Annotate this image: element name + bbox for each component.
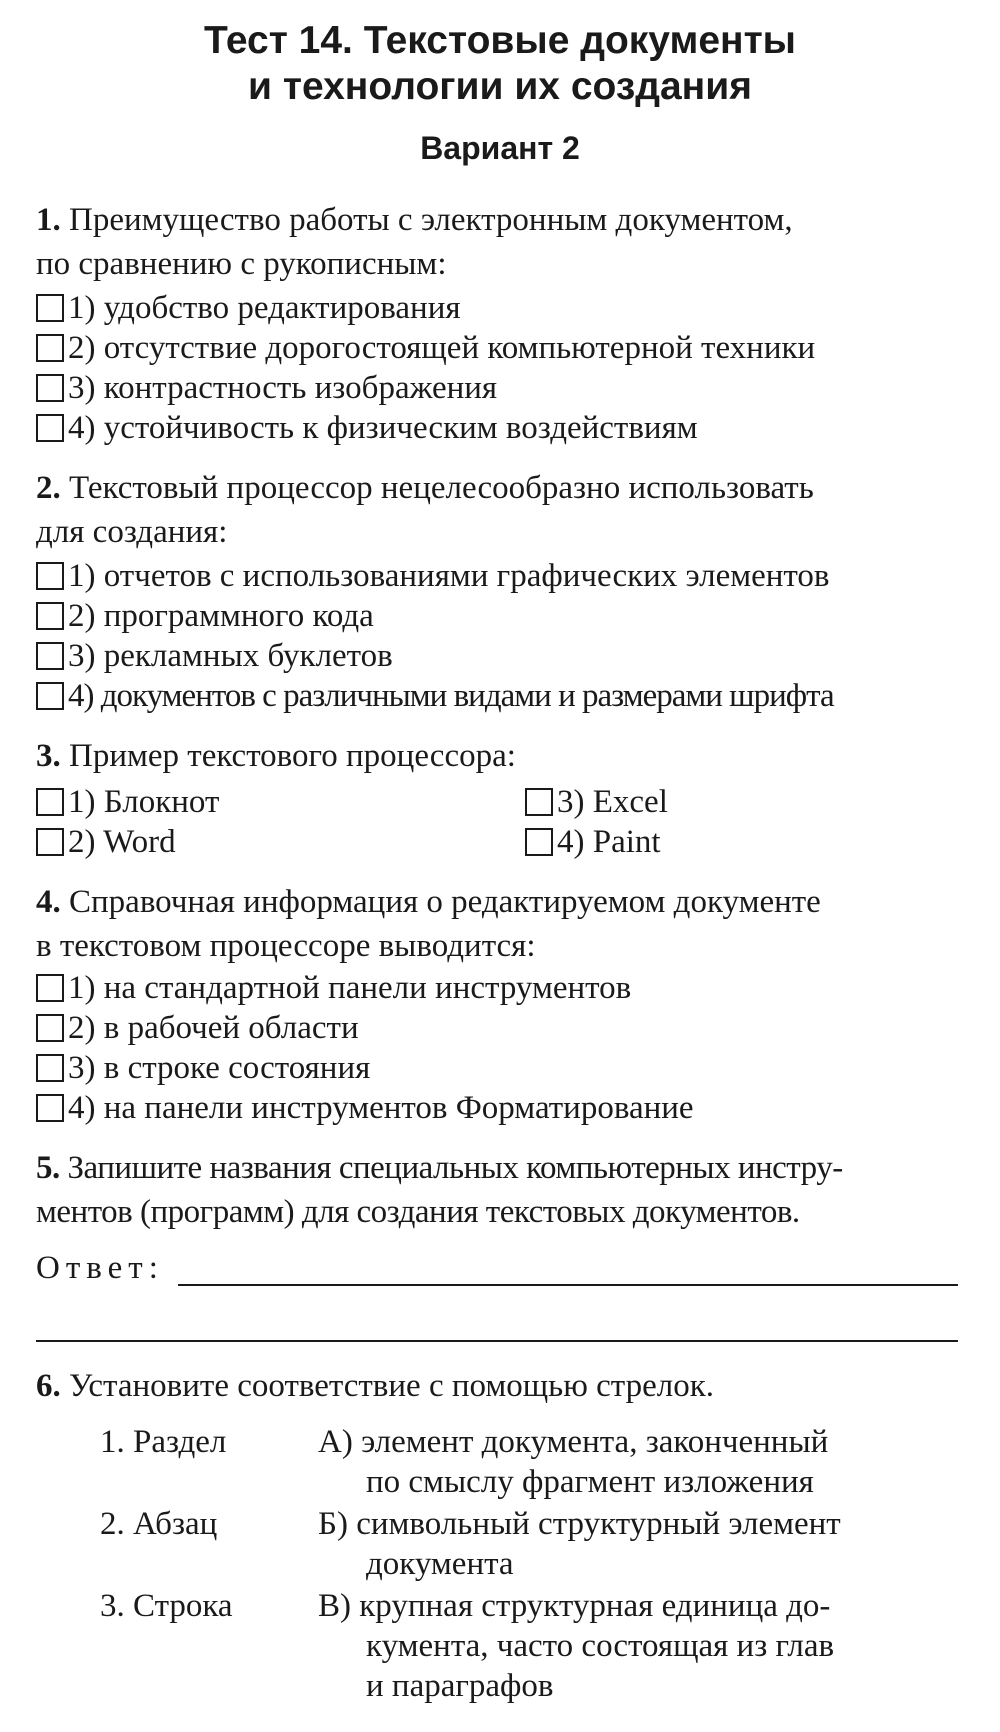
q2-option-1[interactable]: 1) отчетов с использованиями графических элементов [36, 556, 829, 596]
match-right-item-a[interactable]: А) элемент документа, законченный по смыслу фрагмент изложения [318, 1424, 829, 1500]
question-text: Запишите названия специальных компьютерных инстру- [67, 1150, 843, 1186]
answer-label: Ответ: [36, 1250, 164, 1286]
q3-option-2[interactable]: 2) Word [36, 822, 176, 862]
checkbox[interactable] [36, 1054, 64, 1082]
checkbox[interactable] [36, 828, 64, 856]
checkbox[interactable] [36, 1014, 64, 1042]
question-number: 1. [36, 202, 61, 238]
checkbox[interactable] [36, 334, 64, 362]
question-text: Установите соответствие с помощью стрелок. [69, 1368, 714, 1404]
checkbox[interactable] [525, 788, 553, 816]
variant-label: Вариант 2 [420, 130, 580, 166]
q4-option-2[interactable]: 2) в рабочей области [36, 1008, 359, 1048]
q1-option-3[interactable]: 3) контрастность изображения [36, 368, 497, 408]
question-text: Справочная информация о редактируемом документе [69, 884, 821, 920]
match-right-item-b[interactable]: Б) символьный структурный элемент документа [318, 1506, 841, 1582]
q2-option-3[interactable]: 3) рекламных буклетов [36, 636, 393, 676]
checkbox[interactable] [36, 294, 64, 322]
checkbox[interactable] [36, 1094, 64, 1122]
checkbox[interactable] [36, 414, 64, 442]
question-4 [36, 880, 956, 968]
question-2 [36, 466, 956, 554]
checkbox[interactable] [36, 602, 64, 630]
q1-option-1[interactable]: 1) удобство редактирования [36, 288, 461, 328]
answer-line[interactable] [36, 1340, 958, 1342]
checkbox[interactable] [36, 374, 64, 402]
q4-option-3[interactable]: 3) в строке состояния [36, 1048, 370, 1088]
question-5 [36, 1146, 956, 1234]
q1-option-4[interactable]: 4) устойчивость к физическим воздействиям [36, 408, 698, 448]
question-text: Текстовый процессор нецелесообразно использовать [69, 470, 814, 506]
question-6 [36, 1364, 956, 1408]
checkbox[interactable] [525, 828, 553, 856]
question-text: Пример текстового процессора: [69, 738, 516, 774]
question-number: 5. [36, 1150, 60, 1186]
checkbox[interactable] [36, 562, 64, 590]
q3-option-4[interactable]: 4) Paint [525, 822, 661, 862]
question-text: Преимущество работы с электронным документом, [69, 202, 793, 238]
question-text: ментов (программ) для создания текстовых документов. [36, 1194, 800, 1230]
question-1 [36, 198, 956, 286]
match-left-item[interactable]: 1. Раздел [100, 1424, 227, 1460]
match-right-item-c[interactable]: В) крупная структурная единица до- кумента, часто состоящая из глав и параграфов [318, 1588, 835, 1704]
q3-option-1[interactable]: 1) Блокнот [36, 782, 219, 822]
question-3 [36, 734, 956, 778]
checkbox[interactable] [36, 788, 64, 816]
q2-option-2[interactable]: 2) программного кода [36, 596, 374, 636]
question-text: по сравнению с рукописным: [36, 246, 447, 282]
match-left-item[interactable]: 2. Абзац [100, 1506, 218, 1542]
q4-option-4[interactable]: 4) на панели инструментов Форматирование [36, 1088, 694, 1128]
q1-option-2[interactable]: 2) отсутствие дорогостоящей компьютерной техники [36, 328, 815, 368]
checkbox[interactable] [36, 682, 64, 710]
title-line-2: и технологии их создания [248, 65, 752, 108]
q3-option-3[interactable]: 3) Excel [525, 782, 668, 822]
question-number: 4. [36, 884, 61, 920]
question-number: 2. [36, 470, 61, 506]
question-text: в текстовом процессоре выводится: [36, 928, 536, 964]
answer-line[interactable] [178, 1284, 958, 1286]
q2-option-4[interactable]: 4) документов с различными видами и размерами шрифта [36, 676, 834, 716]
title-line-1: Тест 14. Текстовые документы [204, 19, 796, 62]
question-number: 3. [36, 738, 61, 774]
match-left-item[interactable]: 3. Строка [100, 1588, 233, 1624]
checkbox[interactable] [36, 642, 64, 670]
question-number: 6. [36, 1368, 61, 1404]
checkbox[interactable] [36, 974, 64, 1002]
question-text: для создания: [36, 514, 228, 550]
q4-option-1[interactable]: 1) на стандартной панели инструментов [36, 968, 631, 1008]
